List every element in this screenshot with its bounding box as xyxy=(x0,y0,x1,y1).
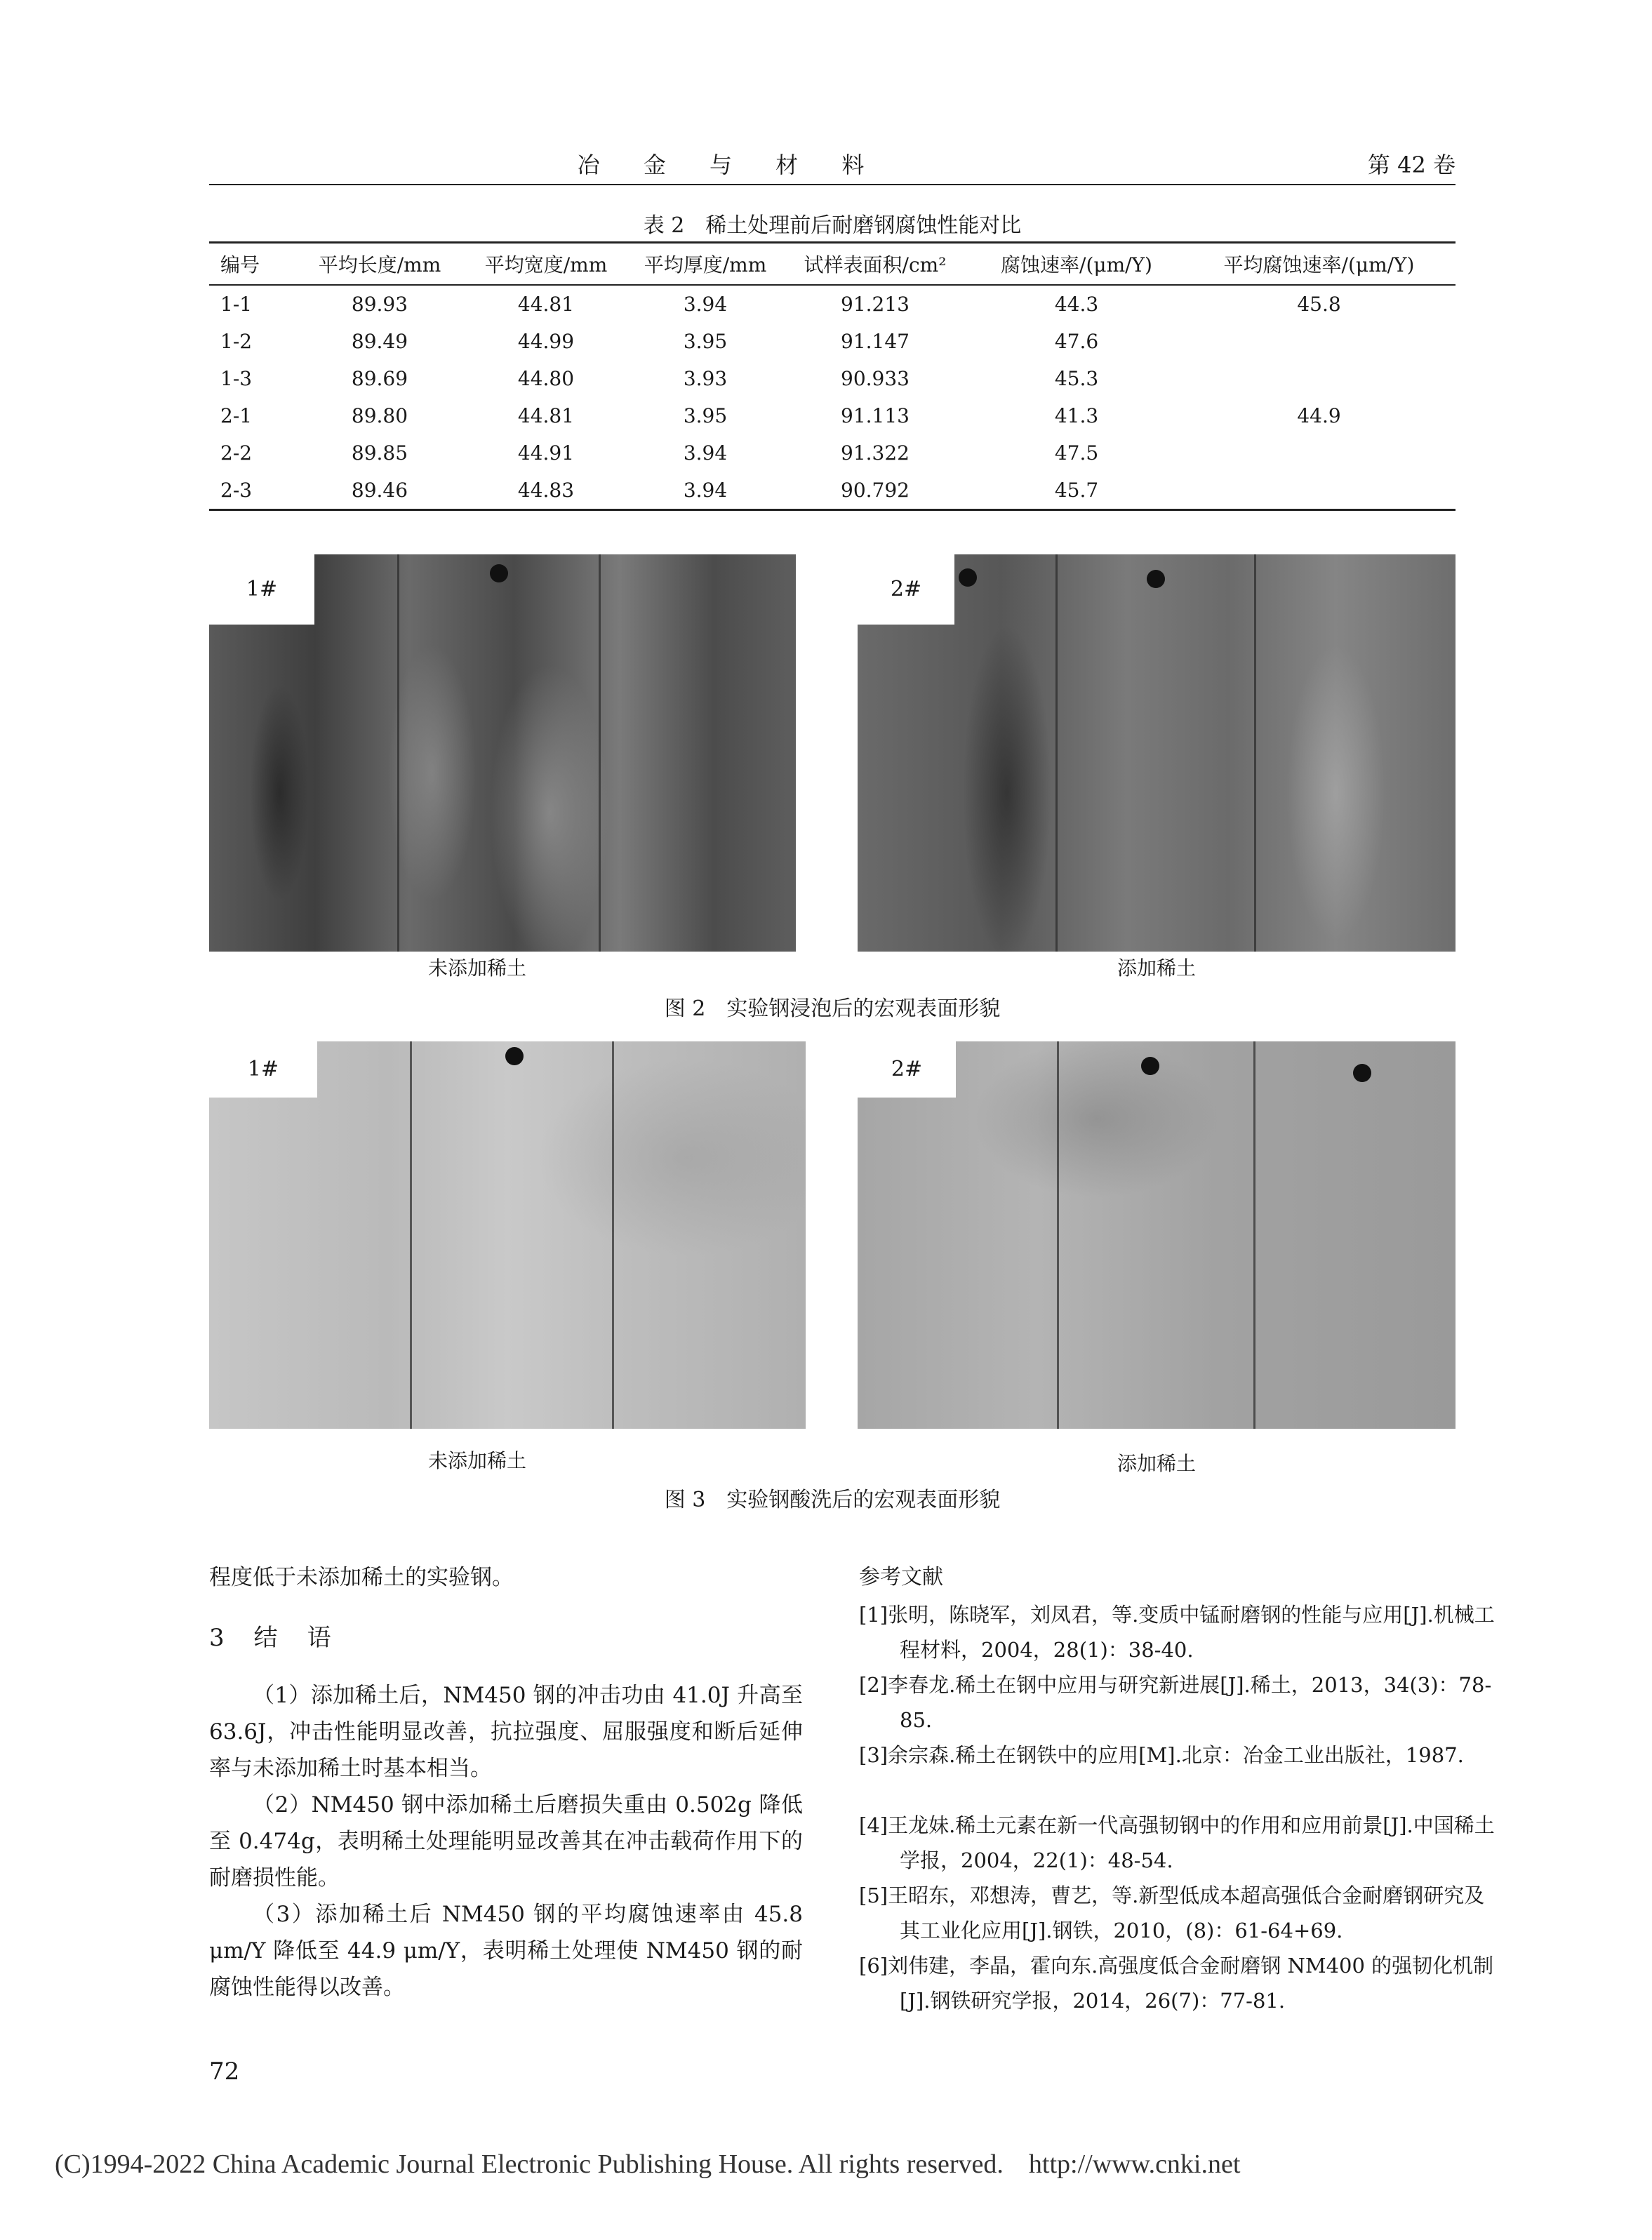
sample-seam xyxy=(1254,554,1256,952)
sample-label: 1# xyxy=(209,554,314,625)
table-cell: 89.93 xyxy=(351,293,408,316)
conclusion-2: （2）NM450 钢中添加稀土后磨损失重由 0.502g 降低至 0.474g，表明稀土处理能明显改善其在冲击载荷作用下的耐磨损性能。 xyxy=(209,1792,803,1891)
table-header-cell: 试样表面积/cm² xyxy=(780,243,971,286)
copyright-text: (C)1994-2022 China Academic Journal Electronic Publishing House. All rights reserved. xyxy=(55,2149,1004,2179)
table-cell: 3.94 xyxy=(683,441,728,465)
fig2-caption: 图 2 实验钢浸泡后的宏观表面形貌 xyxy=(664,996,1001,1021)
sample-label: 2# xyxy=(858,1041,956,1098)
table-cell: 44.3 xyxy=(1054,293,1099,316)
fig3-photo-treated xyxy=(858,1041,1456,1429)
table-cell: 44.99 xyxy=(517,330,575,353)
table-cell: 2-2 xyxy=(220,441,253,465)
sample-seam xyxy=(1057,1041,1059,1429)
table-cell: 3.94 xyxy=(631,472,780,510)
table-cell: 1-1 xyxy=(220,293,253,316)
table-cell: 44.91 xyxy=(517,441,575,465)
table-header-cell: 编号 xyxy=(209,243,298,286)
conclusion-3: （3）添加稀土后 NM450 钢的平均腐蚀速率由 45.8 μm/Y 降低至 44.9 μm/Y，表明稀土处理使 NM450 钢的耐腐蚀性能得以改善。 xyxy=(209,1902,803,2000)
table-header-cell: 平均长度/mm xyxy=(298,243,461,286)
copyright-footer xyxy=(55,2149,1240,2180)
table-cell: 1-2 xyxy=(220,330,253,353)
volume-label: 第 42 卷 xyxy=(1367,152,1456,178)
fig2-photo-untreated xyxy=(209,554,796,952)
fig3-sub-untreated: 未添加稀土 xyxy=(427,1449,526,1472)
sample-hole xyxy=(1353,1064,1371,1082)
conclusion-1: （1）添加稀土后，NM450 钢的冲击功由 41.0J 升高至 63.6J，冲击性能明显改善，抗拉强度、屈服强度和断后延伸率与未添加稀土时基本相当。 xyxy=(209,1683,803,1781)
sample-seam xyxy=(1055,554,1058,952)
sample-seam xyxy=(612,1041,614,1429)
sample-label: 1# xyxy=(209,1041,317,1098)
table-header-cell: 平均腐蚀速率/(μm/Y) xyxy=(1183,243,1456,286)
table-cell: 44.80 xyxy=(517,367,575,390)
reference-item: [6]刘伟建，李晶，霍向东.高强度低合金耐磨钢 NM400 的强韧化机制[J].钢铁研究学报，2014，26(7)：77-81. xyxy=(859,1954,1494,2013)
page-number: 72 xyxy=(209,2058,240,2086)
table-cell: 3.94 xyxy=(683,293,728,316)
table-cell: 89.69 xyxy=(351,367,408,390)
table-cell: 44.9 xyxy=(1297,404,1341,427)
table-caption: 表 2 稀土处理前后耐磨钢腐蚀性能对比 xyxy=(643,213,1022,238)
table-cell: 45.3 xyxy=(1054,367,1099,390)
table-cell: 89.85 xyxy=(351,441,408,465)
table-row xyxy=(209,360,1456,397)
table-cell: 44.81 xyxy=(517,293,575,316)
sample-label: 2# xyxy=(858,554,954,625)
sample-seam xyxy=(1253,1041,1255,1429)
table-header-cell: 平均宽度/mm xyxy=(461,243,631,286)
sample-seam xyxy=(599,554,601,952)
sample-hole xyxy=(959,568,977,587)
table-row xyxy=(209,397,1456,434)
reference-item: [1]张明，陈晓军，刘凤君，等.变质中锰耐磨钢的性能与应用[J].机械工程材料，2004，28(1)：38-40. xyxy=(859,1603,1495,1662)
table-cell xyxy=(1183,434,1456,472)
corrosion-table xyxy=(209,241,1456,511)
table-header-cell: 平均厚度/mm xyxy=(631,243,780,286)
fig3-caption: 图 3 实验钢酸洗后的宏观表面形貌 xyxy=(664,1488,1001,1512)
table-cell: 47.6 xyxy=(1054,330,1099,353)
table-cell xyxy=(1183,472,1456,510)
references-heading: 参考文献 xyxy=(859,1565,943,1589)
footer-url: http://www.cnki.net xyxy=(1028,2149,1241,2179)
fig3-photo-untreated xyxy=(209,1041,806,1429)
fig2-photo-treated xyxy=(858,554,1456,952)
sample-hole xyxy=(505,1047,524,1065)
table-row xyxy=(209,434,1456,472)
table-row xyxy=(209,472,1456,510)
table-cell: 41.3 xyxy=(1054,404,1099,427)
sample-hole xyxy=(1141,1057,1159,1075)
reference-item: [2]李春龙.稀土在钢中应用与研究新进展[J].稀土，2013，34(3)：78-85. xyxy=(859,1673,1492,1732)
section-heading: 3 结 语 xyxy=(209,1624,334,1652)
table-cell: 91.213 xyxy=(841,293,910,316)
table-cell: 3.93 xyxy=(683,367,728,390)
table-cell: 3.95 xyxy=(683,330,728,353)
table-row xyxy=(209,323,1456,360)
reference-item: [3]余宗森.稀土在钢铁中的应用[M].北京：冶金工业出版社，1987. xyxy=(859,1743,1464,1767)
fig2-sub-treated: 添加稀土 xyxy=(1117,956,1196,980)
table-cell: 45.7 xyxy=(971,472,1183,510)
table-cell: 2-1 xyxy=(220,404,253,427)
table-cell xyxy=(1183,360,1456,397)
table-cell: 2-3 xyxy=(209,472,298,510)
sample-seam xyxy=(397,554,399,952)
table-cell: 3.95 xyxy=(683,404,728,427)
table-cell xyxy=(1183,323,1456,360)
sample-hole xyxy=(1147,570,1165,588)
table-cell: 44.83 xyxy=(461,472,631,510)
table-cell: 44.81 xyxy=(517,404,575,427)
journal-title: 冶 金 与 材 料 xyxy=(577,152,883,178)
header-rule xyxy=(209,184,1456,185)
table-cell: 89.80 xyxy=(351,404,408,427)
table-cell: 89.46 xyxy=(298,472,461,510)
table-cell: 89.49 xyxy=(351,330,408,353)
table-cell: 91.113 xyxy=(841,404,910,427)
table-cell: 91.322 xyxy=(841,441,910,465)
table-cell: 91.147 xyxy=(841,330,910,353)
table-cell: 90.792 xyxy=(780,472,971,510)
table-cell: 1-3 xyxy=(220,367,253,390)
table-cell: 47.5 xyxy=(1054,441,1099,465)
fig2-sub-untreated: 未添加稀土 xyxy=(427,956,526,980)
reference-item: [5]王昭东，邓想涛，曹艺，等.新型低成本超高强低合金耐磨钢研究及其工业化应用[J].钢铁，2010，(8)：61-64+69. xyxy=(859,1884,1485,1942)
table-header-row xyxy=(209,243,1456,286)
continuation-text: 程度低于未添加稀土的实验钢。 xyxy=(209,1565,514,1590)
reference-item: [4]王龙妹.稀土元素在新一代高强韧钢中的作用和应用前景[J].中国稀土学报，2004，22(1)：48-54. xyxy=(859,1813,1495,1872)
table-cell: 45.8 xyxy=(1297,293,1341,316)
sample-seam xyxy=(410,1041,412,1429)
table-row xyxy=(209,285,1456,323)
table-header-cell: 腐蚀速率/(μm/Y) xyxy=(971,243,1183,286)
fig3-sub-treated: 添加稀土 xyxy=(1117,1452,1196,1475)
table-cell: 90.933 xyxy=(841,367,910,390)
sample-hole xyxy=(490,564,508,582)
